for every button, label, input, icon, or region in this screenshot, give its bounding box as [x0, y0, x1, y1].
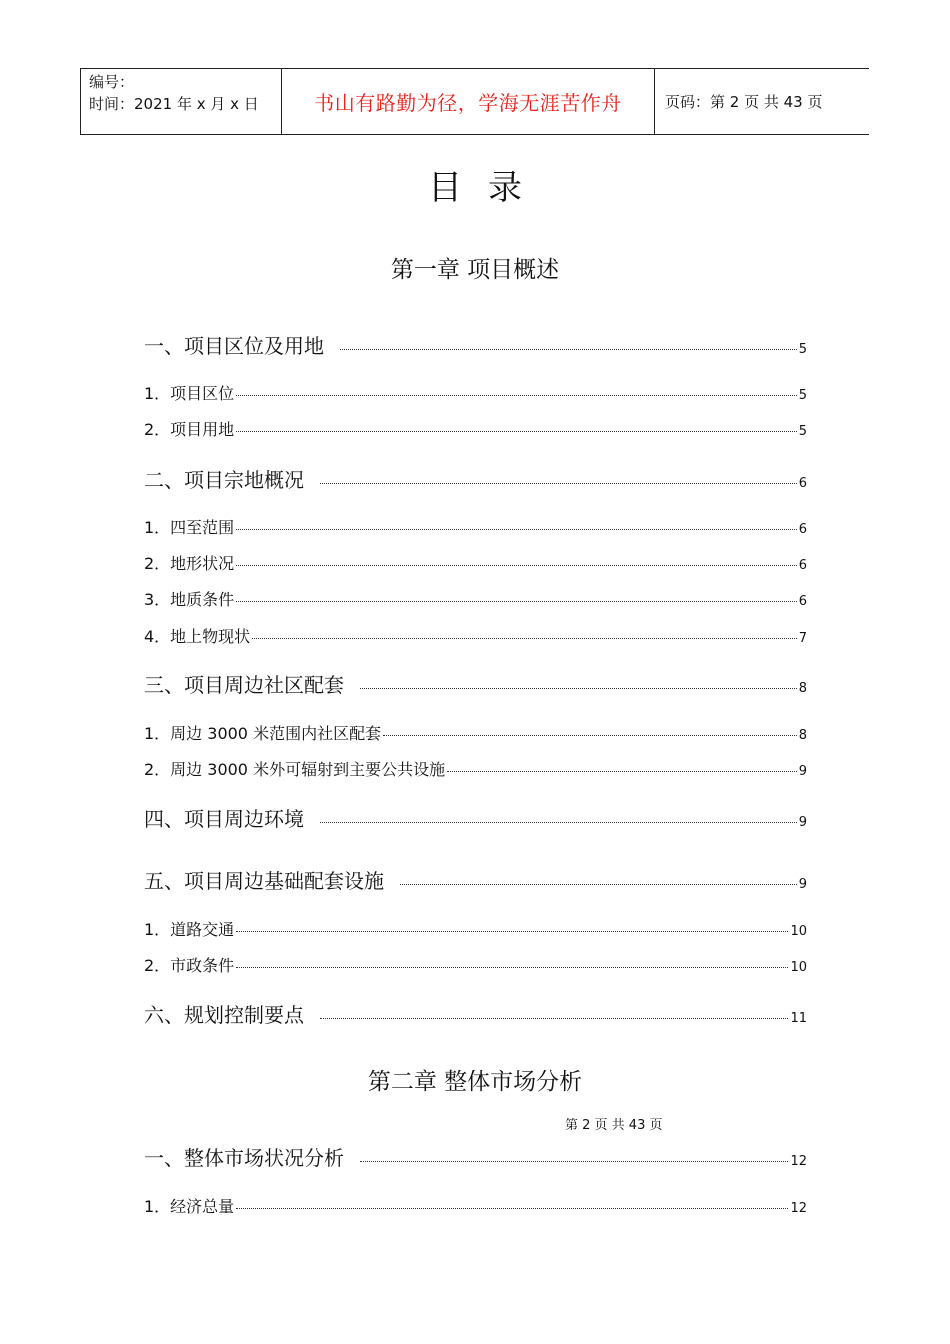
toc-leader: [320, 1018, 788, 1019]
toc-entry-page: 5: [798, 424, 807, 439]
toc-entry[interactable]: [144, 551, 807, 574]
toc-leader: [447, 771, 797, 772]
toc-leader: [236, 1208, 788, 1209]
toc-leader: [400, 884, 797, 885]
toc-entry-label: 一、项目区位及用地: [144, 334, 324, 358]
toc-entry-label: 六、规划控制要点: [144, 1003, 304, 1027]
toc-leader: [340, 349, 797, 350]
header-page-cell: [655, 69, 869, 134]
toc-entry[interactable]: [144, 330, 807, 359]
toc-entry-page: 6: [798, 558, 807, 573]
toc-entry-label: 一、整体市场状况分析: [144, 1146, 344, 1170]
toc-entry[interactable]: [144, 999, 807, 1028]
toc-entry-page: 5: [798, 388, 807, 403]
toc-entry-page: 9: [798, 877, 807, 892]
toc-entry[interactable]: [144, 464, 807, 493]
toc-entry-label: 1．周边 3000 米范围内社区配套: [144, 724, 382, 743]
toc-leader: [360, 1161, 788, 1162]
toc-entry-page: 7: [798, 631, 807, 646]
toc-entry-label: 1．道路交通: [144, 920, 235, 939]
toc-entry-label: 2．地形状况: [144, 554, 235, 573]
toc-entry-label: 1．项目区位: [144, 384, 235, 403]
toc-leader: [236, 565, 797, 566]
toc-entry-page: 11: [790, 1011, 807, 1026]
toc-leader: [320, 822, 797, 823]
toc-entry[interactable]: [144, 757, 807, 780]
toc-entry-page: 6: [798, 594, 807, 609]
toc-entry-label: 1．四至范围: [144, 518, 235, 537]
toc-entry-label: 2．项目用地: [144, 420, 235, 439]
header-table: [80, 68, 869, 135]
toc-entry-page: 10: [790, 924, 807, 939]
toc-entry-label: 二、项目宗地概况: [144, 468, 304, 492]
toc-entry-label: 2．周边 3000 米外可辐射到主要公共设施: [144, 760, 446, 779]
toc-leader: [236, 967, 788, 968]
toc-entry[interactable]: [144, 624, 807, 647]
toc-leader: [320, 483, 797, 484]
header-meta: [81, 69, 282, 134]
toc-entry-page: 12: [790, 1201, 807, 1216]
toc-entry-page: 10: [790, 960, 807, 975]
header-motto-cell: [282, 69, 655, 134]
toc-entry[interactable]: [144, 1194, 807, 1217]
toc-entry[interactable]: [144, 381, 807, 404]
toc-entry[interactable]: [144, 953, 807, 976]
toc-entry[interactable]: [144, 917, 807, 940]
toc-entry-label: 三、项目周边社区配套: [144, 673, 344, 697]
page-title: 目录: [428, 168, 548, 208]
toc-entry[interactable]: [144, 669, 807, 698]
chapter-title: 第二章 整体市场分析: [367, 1069, 583, 1095]
toc-entry-label: 3．地质条件: [144, 590, 235, 609]
toc-leader: [236, 529, 797, 530]
toc-entry-label: 四、项目周边环境: [144, 807, 304, 831]
toc-entry-page: 9: [798, 815, 807, 830]
toc-entry[interactable]: [144, 865, 807, 894]
toc-entry-page: 8: [798, 681, 807, 696]
toc-leader: [236, 931, 788, 932]
page-footer: 第 2 页 共 43 页: [565, 1118, 663, 1133]
serial-label: 编号：: [89, 73, 135, 91]
toc-entry-label: 4．地上物现状: [144, 627, 251, 646]
chapter-title: 第一章 项目概述: [390, 257, 560, 283]
toc-entry-label: 五、项目周边基础配套设施: [144, 869, 384, 893]
toc-entry[interactable]: [144, 803, 807, 832]
time-label: 时间：2021 年 x 月 x 日: [89, 95, 259, 113]
toc-leader: [236, 395, 797, 396]
toc-entry-label: 2．市政条件: [144, 956, 235, 975]
toc-entry-page: 6: [798, 522, 807, 537]
toc-entry-page: 6: [798, 476, 807, 491]
toc-entry[interactable]: [144, 515, 807, 538]
toc-entry-page: 9: [798, 764, 807, 779]
toc-entry[interactable]: [144, 587, 807, 610]
toc-entry[interactable]: [144, 417, 807, 440]
toc-leader: [236, 431, 797, 432]
toc-leader: [252, 638, 797, 639]
toc-entry[interactable]: [144, 721, 807, 744]
toc-leader: [236, 601, 797, 602]
toc-entry[interactable]: [144, 1142, 807, 1171]
toc-leader: [383, 735, 797, 736]
toc-entry-label: 1．经济总量: [144, 1197, 235, 1216]
page-info: 页码：第 2 页 共 43 页: [665, 93, 823, 111]
motto: 书山有路勤为径，学海无涯苦作舟: [314, 91, 622, 115]
toc-leader: [360, 688, 797, 689]
toc-entry-page: 5: [798, 342, 807, 357]
toc-entry-page: 12: [790, 1154, 807, 1169]
toc-entry-page: 8: [798, 728, 807, 743]
